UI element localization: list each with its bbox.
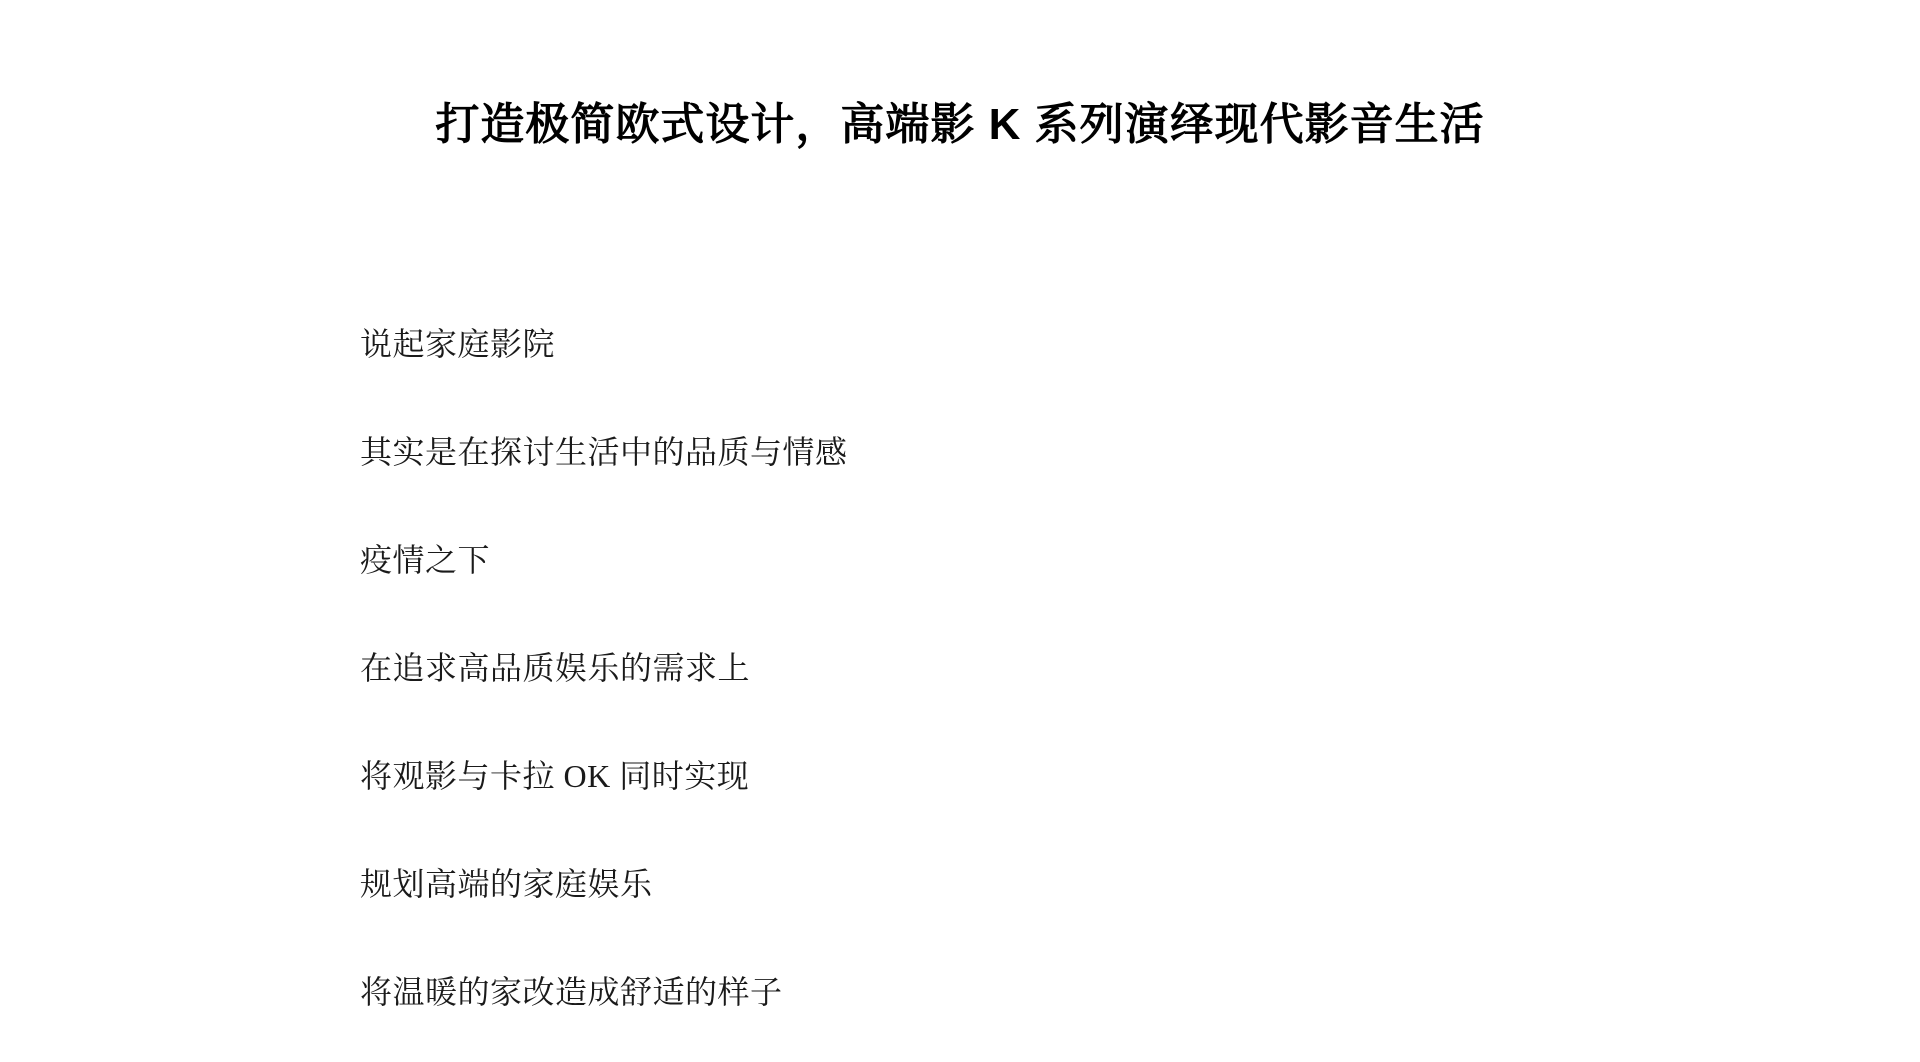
body-line: 将温暖的家改造成舒适的样子 xyxy=(360,974,783,1010)
body-line: 疫情之下 xyxy=(360,542,491,578)
body-line: 规划高端的家庭娱乐 xyxy=(360,866,653,902)
body-line: 其实是在探讨生活中的品质与情感 xyxy=(360,434,848,470)
article-body xyxy=(360,274,1560,1062)
body-line: 说起家庭影院 xyxy=(360,326,556,362)
body-line: 在追求高品质娱乐的需求上 xyxy=(360,650,751,686)
page-title: 打造极简欧式设计，高端影 K 系列演绎现代影音生活 xyxy=(435,100,1485,149)
body-line: 将观影与卡拉 OK 同时实现 xyxy=(360,758,750,794)
